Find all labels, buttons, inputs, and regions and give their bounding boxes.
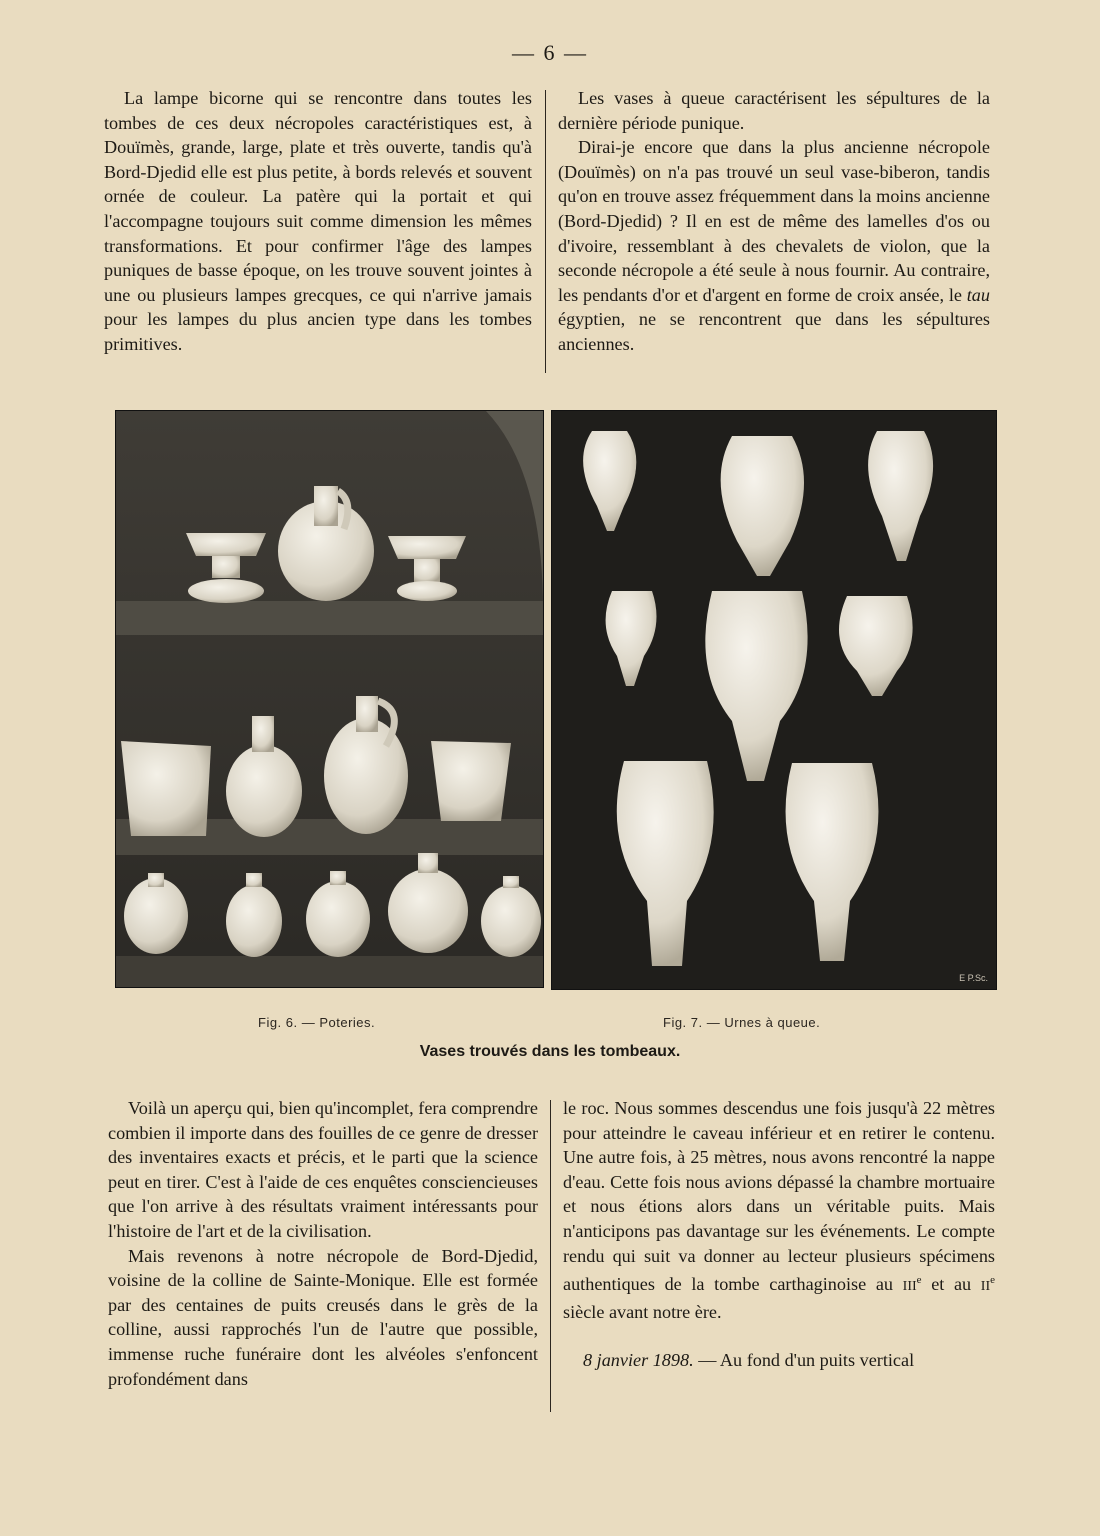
figure-group-title: Vases trouvés dans les tombeaux. bbox=[419, 1043, 681, 1060]
column-divider bbox=[545, 90, 546, 373]
figure-7-caption: Fig. 7. — Urnes à queue. bbox=[663, 1015, 821, 1030]
paragraph: La lampe bicorne qui se rencontre dans toutes les tombes de ces deux nécropoles caractéristiques est, à Douïmès, grande, large, plate et très ouverte, tandis qu'à Bord-Djedid elle est plus petite, à bords relevés et souvent ornée de couleur. La patère qui la portait et qui l'accompagne toujours suit comme dimension les mêmes transformations. Et pour confirmer l'âge des lampes puniques de basse époque, on les trouve souvent jointes à une ou plusieurs lampes grecques, ce qui n'arrive jamais pour les lampes du plus ancien type dans les tombes primitives. bbox=[104, 88, 532, 354]
cup-middle-4 bbox=[431, 741, 511, 821]
photo-credit: E P.Sc. bbox=[959, 973, 988, 983]
top-right-column bbox=[558, 86, 990, 357]
ordinal-suffix: e bbox=[990, 1274, 995, 1287]
figure-6-caption: Fig. 6. — Poteries. bbox=[258, 1015, 376, 1030]
text-run: — Au fond d'un puits vertical bbox=[693, 1350, 915, 1371]
paragraph: Les vases à queue caractérisent les sépultures de la dernière période punique. bbox=[558, 88, 990, 133]
top-left-column bbox=[104, 86, 532, 357]
page-number: — 6 — bbox=[512, 40, 588, 65]
figure-divider bbox=[546, 410, 550, 988]
urns-illustration bbox=[552, 411, 996, 989]
century-numeral: II bbox=[980, 1279, 991, 1295]
figure-6-photo bbox=[115, 410, 544, 988]
text-run: et au bbox=[921, 1274, 981, 1295]
bottom-right-column bbox=[563, 1096, 995, 1373]
figure-7-photo bbox=[551, 410, 997, 990]
cup-middle-1 bbox=[121, 741, 211, 836]
paragraph bbox=[563, 1096, 995, 1324]
text-run: égyptien, ne se rencontrent que dans les sépultures anciennes. bbox=[558, 309, 990, 354]
pottery-illustration bbox=[116, 411, 543, 987]
diary-date: 8 janvier 1898. bbox=[583, 1350, 694, 1371]
paragraph: Mais revenons à notre nécropole de Bord-Djedid, voisine de la colline de Sainte-Monique. Elle est formée par des centaines de puits creusés dans le grès de la colline, aussi rapprochés l'un de l'autre que possible, immense ruche funéraire dont les alvéoles s'enfoncent profondément dans bbox=[108, 1245, 538, 1389]
paragraph bbox=[563, 1348, 995, 1373]
paragraph bbox=[558, 135, 990, 356]
italic-term: tau bbox=[966, 284, 990, 305]
text-run: le roc. Nous sommes descendus une fois jusqu'à 22 mètres pour atteindre le caveau inférieur et en retirer le contenu. Une autre fois, à 25 mètres, nous avons rencontré la nappe d'eau. Cette fois nous avions dépassé la chambre mortuaire et nous étions alors dans un véritable puits. Mais n'anticipons pas davantage sur les événements. Le compte rendu qui suit va donner au lecteur plusieurs spécimens authentiques de la tombe carthaginoise au bbox=[563, 1098, 995, 1295]
column-divider bbox=[550, 1100, 551, 1412]
paragraph: Voilà un aperçu qui, bien qu'incomplet, fera comprendre combien il importe dans des fouilles de ce genre de dresser des inventaires exacts et précis, et le parti que la science peut en tirer. C'est à l'aide de ces enquêtes consciencieuses que l'on arrive à des résultats vraiment intéressants pour l'histoire de l'art et de la civilisation. bbox=[108, 1098, 538, 1241]
text-run: Dirai-je encore que dans la plus ancienne nécropole (Douïmès) on n'a pas trouvé un seul vase-biberon, tandis qu'on en trouve assez fréquemment dans la moins ancienne (Bord-Djedid) ? Il en est de même des lamelles d'os ou d'ivoire, ressemblant à des chevalets de violon, que la seconde nécropole a été seule à nous fournir. Au contraire, les pendants d'or et d'argent en forme de croix ansée, le bbox=[558, 137, 990, 305]
ordinal-suffix: e bbox=[916, 1274, 922, 1287]
bottom-left-column bbox=[108, 1096, 538, 1391]
century-numeral: III bbox=[902, 1279, 917, 1295]
text-run: siècle avant notre ère. bbox=[563, 1301, 722, 1322]
